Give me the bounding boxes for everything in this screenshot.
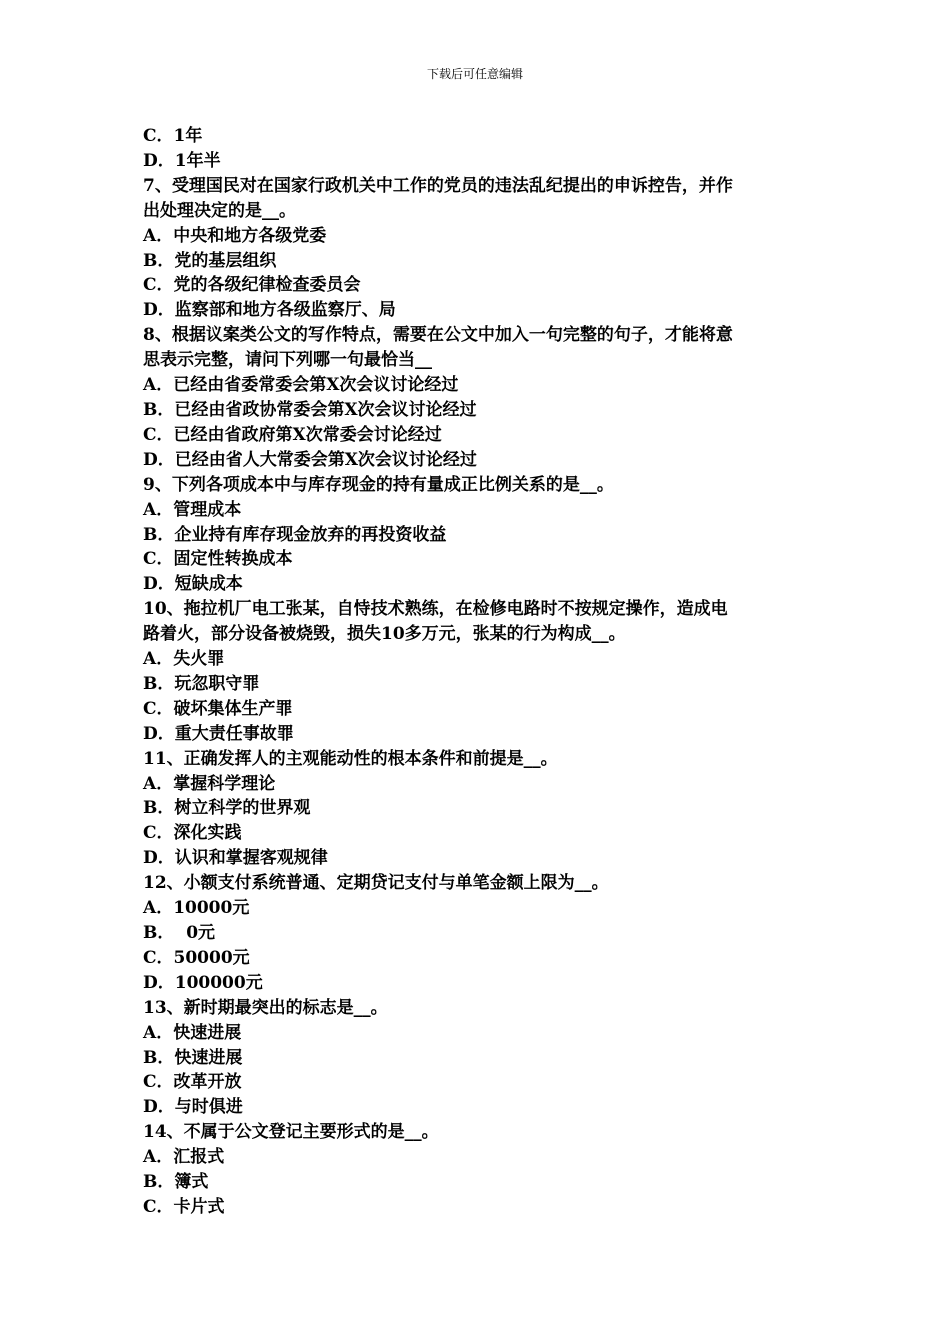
- text-line: A．掌握科学理论: [143, 773, 276, 794]
- text-line: C．已经由省政府第X次常委会讨论经过: [143, 424, 442, 445]
- text-line: B．快速进展: [143, 1047, 243, 1068]
- question-7-line-2: 出处理决定的是__。: [143, 200, 296, 221]
- question-8-line-1: 8、根据议案类公文的写作特点，需要在公文中加入一句完整的句子，才能将意: [143, 325, 733, 346]
- text-line: A．快速进展: [143, 1022, 242, 1043]
- text-line: B．已经由省政协常委会第X次会议讨论经过: [143, 399, 477, 420]
- text-line: D．认识和掌握客观规律: [143, 848, 328, 869]
- text-line: C．50000元: [143, 947, 250, 968]
- text-line: A．汇报式: [143, 1147, 225, 1168]
- text-line: C．破坏集体生产罪: [143, 698, 293, 719]
- question-10-line-1: 10、拖拉机厂电工张某，自恃技术熟练，在检修电路时不按规定操作，造成电: [143, 599, 728, 620]
- question-9: 9、下列各项成本中与库存现金的持有量成正比例关系的是__。: [143, 474, 614, 495]
- text-line: D．1年半: [143, 150, 221, 171]
- question-7-line-1: 7、受理国民对在国家行政机关中工作的党员的违法乱纪提出的申诉控告，并作: [143, 175, 733, 196]
- text-line: D．与时俱进: [143, 1097, 243, 1118]
- text-line: A．中央和地方各级党委: [143, 225, 327, 246]
- text-line: C．1年: [143, 126, 203, 146]
- page-header: 下载后可任意编辑: [426, 67, 523, 81]
- text-line: A．已经由省委常委会第X次会议讨论经过: [143, 375, 459, 396]
- text-line: A．管理成本: [143, 499, 242, 520]
- text-line: B．企业持有库存现金放弃的再投资收益: [143, 524, 447, 545]
- text-line: B．玩忽职守罪: [143, 673, 260, 694]
- text-line: B．簿式: [143, 1172, 209, 1193]
- text-line: C．党的各级纪律检查委员会: [143, 275, 361, 296]
- text-line: C．深化实践: [143, 823, 242, 844]
- text-line: C．固定性转换成本: [143, 549, 293, 570]
- text-line: D．已经由省人大常委会第X次会议讨论经过: [143, 449, 477, 470]
- text-line: C．改革开放: [143, 1072, 242, 1093]
- text-line: A．10000元: [143, 898, 250, 919]
- question-13: 13、新时期最突出的标志是__。: [143, 997, 388, 1018]
- text-line: A．失火罪: [143, 649, 225, 670]
- text-line: B．树立科学的世界观: [143, 798, 311, 819]
- text-line: B． 0元: [143, 923, 216, 943]
- text-line: B．党的基层组织: [143, 250, 277, 271]
- text-line: D．短缺成本: [143, 574, 243, 595]
- question-11: 11、正确发挥人的主观能动性的根本条件和前提是__。: [143, 748, 558, 769]
- question-12: 12、小额支付系统普通、定期贷记支付与单笔金额上限为__。: [143, 873, 609, 894]
- question-10-line-2: 路着火，部分设备被烧毁，损失10多万元，张某的行为构成__。: [143, 624, 626, 645]
- text-line: D．100000元: [143, 972, 263, 993]
- text-line: D．监察部和地方各级监察厅、局: [143, 300, 396, 321]
- text-line: D．重大责任事故罪: [143, 723, 294, 744]
- text-line: C．卡片式: [143, 1196, 225, 1217]
- question-14: 14、不属于公文登记主要形式的是__。: [143, 1122, 439, 1143]
- document-body: [143, 124, 811, 1220]
- question-8-line-2: 思表示完整，请问下列哪一句最恰当__: [143, 350, 432, 371]
